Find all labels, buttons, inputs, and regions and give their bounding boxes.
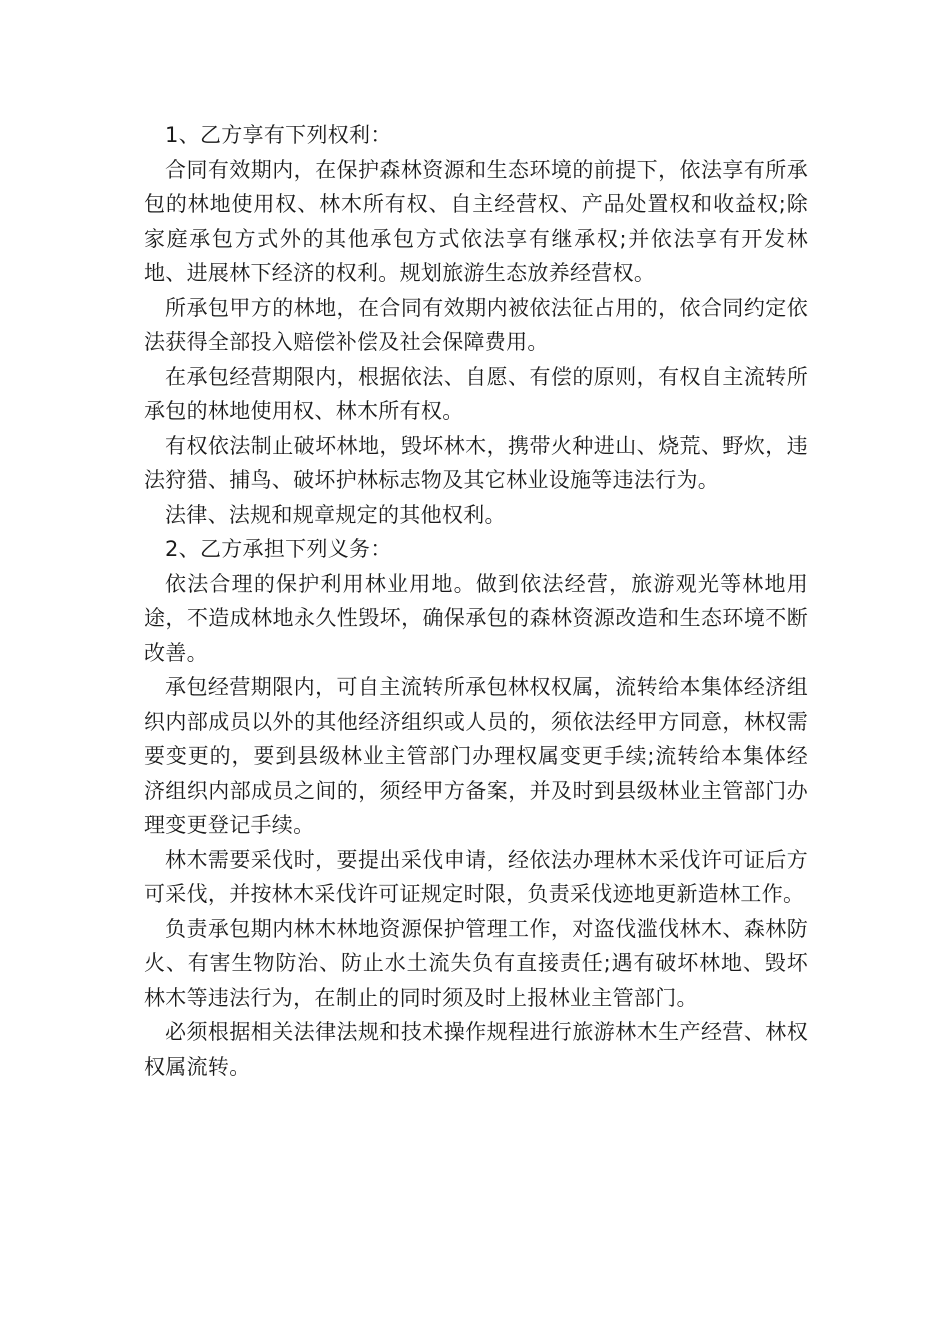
document-body	[144, 118, 808, 1084]
paragraph: 林木需要采伐时，要提出采伐申请，经依法办理林木采伐许可证后方可采伐，并按林木采伐许可证规定时限，负责采伐迹地更新造林工作。	[144, 847, 808, 906]
paragraph: 必须根据相关法律法规和技术操作规程进行旅游林木生产经营、林权权属流转。	[144, 1020, 808, 1079]
paragraph: 法律、法规和规章规定的其他权利。	[165, 502, 506, 527]
paragraph: 在承包经营期限内，根据依法、自愿、有偿的原则，有权自主流转所承包的林地使用权、林木所有权。	[144, 364, 808, 423]
paragraph: 有权依法制止破坏林地，毁坏林木，携带火种进山、烧荒、野炊，违法狩猎、捕鸟、破坏护林标志物及其它林业设施等违法行为。	[144, 433, 808, 492]
paragraph: 合同有效期内，在保护森林资源和生态环境的前提下，依法享有所承包的林地使用权、林木所有权、自主经营权、产品处置权和收益权;除家庭承包方式外的其他承包方式依法享有继承权;并依法享有开发林地、进展林下经济的权利。规划旅游生态放养经营权。	[144, 157, 808, 285]
section-heading-obligations: 2、乙方承担下列义务：	[165, 537, 392, 561]
section-heading-rights: 1、乙方享有下列权利：	[165, 123, 392, 147]
paragraph: 负责承包期内林木林地资源保护管理工作，对盗伐滥伐林木、森林防火、有害生物防治、防止水土流失负有直接责任;遇有破坏林地、毁坏林木等违法行为，在制止的同时须及时上报林业主管部门。	[144, 916, 808, 1010]
paragraph: 依法合理的保护利用林业用地。做到依法经营，旅游观光等林地用途，不造成林地永久性毁坏，确保承包的森林资源改造和生态环境不断改善。	[144, 571, 808, 665]
paragraph: 所承包甲方的林地，在合同有效期内被依法征占用的，依合同约定依法获得全部投入赔偿补偿及社会保障费用。	[144, 295, 808, 354]
paragraph: 承包经营期限内，可自主流转所承包林权权属，流转给本集体经济组织内部成员以外的其他经济组织或人员的，须依法经甲方同意，林权需要变更的，要到县级林业主管部门办理权属变更手续;流转给本集体经济组织内部成员之间的，须经甲方备案，并及时到县级林业主管部门办理变更登记手续。	[144, 675, 808, 837]
